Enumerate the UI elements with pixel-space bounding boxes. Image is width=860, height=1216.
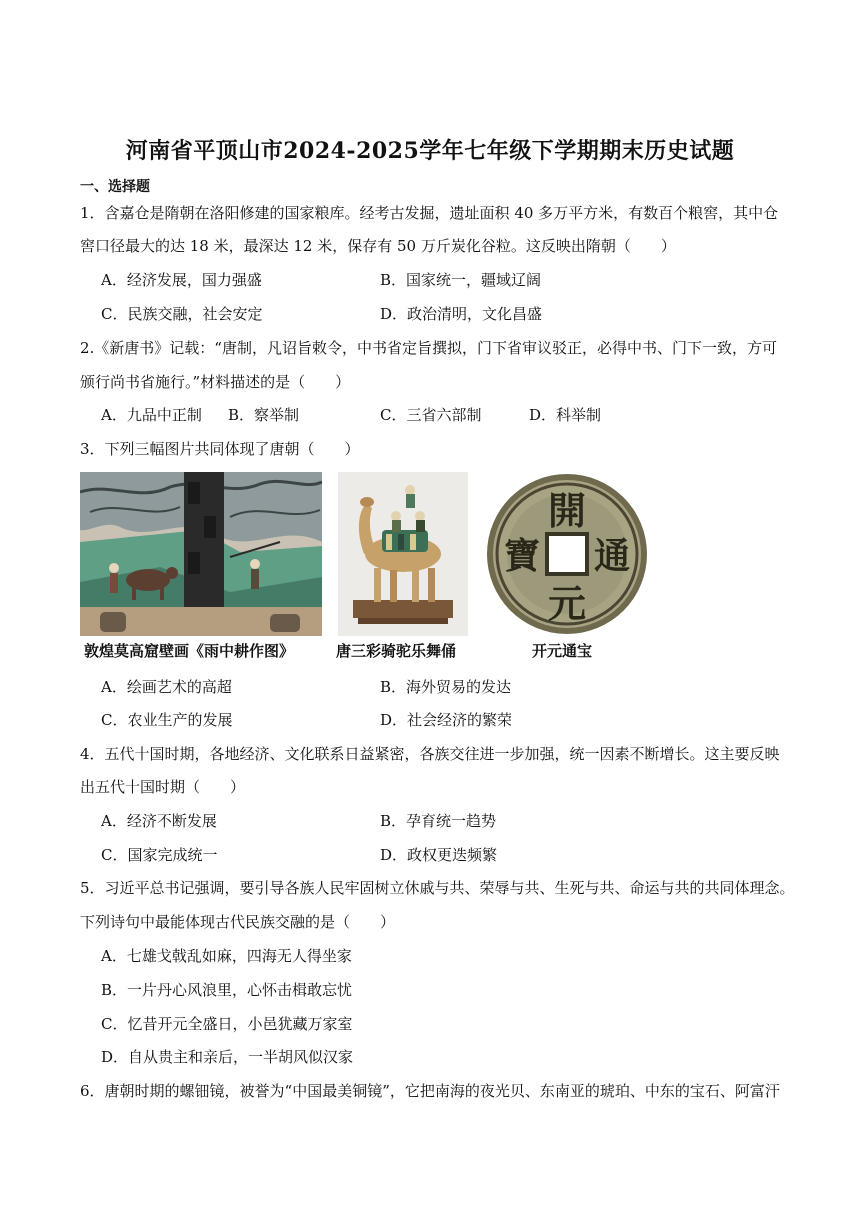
- q5-option-d: D．自从贵主和亲后，一半胡风似汉家: [101, 1048, 354, 1066]
- q4-option-a: A．经济不断发展: [101, 812, 217, 830]
- camel-caption: 唐三彩骑驼乐舞俑: [336, 642, 457, 660]
- q4-option-d: D．政权更迭频繁: [380, 846, 498, 864]
- q3-stem-line1: 3．下列三幅图片共同体现了唐朝（ ）: [80, 440, 360, 458]
- q5-option-a: A．七雄戈戟乱如麻，四海无人得坐家: [101, 947, 352, 965]
- q4-option-b: B．孕育统一趋势: [380, 812, 497, 830]
- mural-image: [80, 472, 322, 636]
- q3-option-d: D．社会经济的繁荣: [380, 711, 513, 729]
- camel-figurine-image: [338, 472, 468, 636]
- coin-char-left: 寶: [503, 535, 541, 577]
- q4-stem-line2: 出五代十国时期（ ）: [80, 778, 246, 796]
- coin-char-right: 通: [593, 535, 631, 577]
- q1-stem-line1: 1．含嘉仓是隋朝在洛阳修建的国家粮库。经考古发掘，遗址面积 40 多万平方米，有数百个粮窖，其中仓: [80, 204, 779, 222]
- q5-option-c: C．忆昔开元全盛日，小邑犹藏万家室: [101, 1015, 353, 1033]
- q1-option-d: D．政治清明，文化昌盛: [380, 305, 543, 323]
- q2-option-c: C．三省六部制: [380, 406, 482, 424]
- q6-stem-line1: 6．唐朝时期的螺钿镜，被誉为“中国最美铜镜”，它把南海的夜光贝、东南亚的琥珀、中东的宝石、阿富汗: [80, 1082, 780, 1100]
- q3-option-b: B．海外贸易的发达: [380, 678, 512, 696]
- q3-option-a: A．绘画艺术的高超: [101, 678, 232, 696]
- q5-option-b: B．一片丹心风浪里，心怀击楫敢忘忧: [101, 981, 353, 999]
- q4-stem-line1: 4．五代十国时期，各地经济、文化联系日益紧密，各族交往进一步加强，统一因素不断增长。这主要反映: [80, 745, 780, 763]
- page-title: 河南省平顶山市2024-2025学年七年级下学期期末历史试题: [125, 138, 735, 164]
- q2-option-b: B．察举制: [228, 406, 300, 424]
- section-heading: 一、选择题: [80, 179, 150, 195]
- q2-stem-line2: 颁行尚书省施行。”材料描述的是（ ）: [80, 373, 351, 391]
- q1-option-b: B．国家统一，疆域辽阔: [380, 271, 542, 289]
- q3-option-c: C．农业生产的发展: [101, 711, 233, 729]
- q1-option-a: A．经济发展，国力强盛: [101, 271, 262, 289]
- q1-option-c: C．民族交融，社会安定: [101, 305, 263, 323]
- q5-stem-line2: 下列诗句中最能体现古代民族交融的是（ ）: [80, 913, 396, 931]
- q4-option-c: C．国家完成统一: [101, 846, 218, 864]
- mural-caption: 敦煌莫高窟壁画《雨中耕作图》: [84, 642, 295, 660]
- q2-stem-line1: 2.《新唐书》记载：“唐制，凡诏旨敕令，中书省定旨撰拟，门下省审议驳正，必得中书、门下一致，方可: [80, 339, 777, 357]
- coin-caption: 开元通宝: [532, 642, 593, 660]
- q2-option-a: A．九品中正制: [101, 406, 202, 424]
- q5-stem-line1: 5．习近平总书记强调，要引导各族人民牢固树立休戚与共、荣辱与共、生死与共、命运与共的共同体理念。: [80, 879, 795, 897]
- kaiyuan-coin-image: [484, 472, 650, 636]
- coin-char-bottom: 元: [547, 581, 587, 626]
- q1-stem-line2: 窖口径最大的达 18 米，最深达 12 米，保存有 50 万斤炭化谷粒。这反映出隋朝（ ）: [80, 237, 676, 255]
- coin-char-top: 開: [547, 488, 587, 533]
- q2-option-d: D．科举制: [529, 406, 602, 424]
